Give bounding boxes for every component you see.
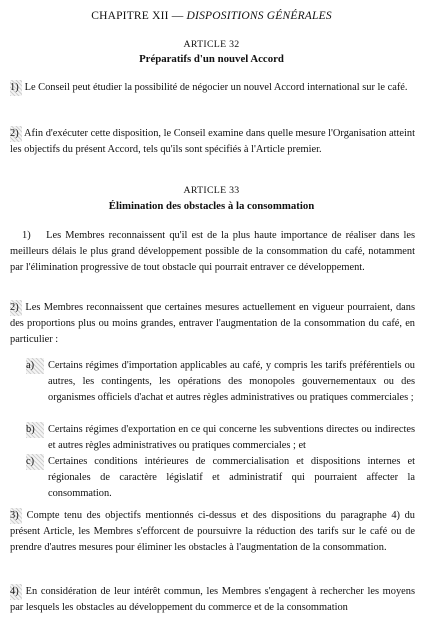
- list-item-text: Certains régimes d'exportation en ce qui concerne les subventions directes ou indirectes et autres règles administratives ou pratiques commerciales ; et: [48, 424, 415, 451]
- paragraph-text: Compte tenu des objectifs mentionnés ci-dessus et des dispositions du paragraphe 4) du présent Article, les Membres s'efforcent de poursuivre la réduction des tarifs sur le café ou de prendre d'autres mesures pour éliminer les obstacles à l'augmentation de la consommation.: [10, 510, 415, 553]
- paragraph-text: Les Membres reconnaissent qu'il est de la plus haute importance de réaliser dans les meilleurs délais le plus grand développement possible de la consommation du café, notamment par l'élimination progressive de tout obstacle qui pourrait entraver ce développement.: [10, 230, 415, 273]
- paragraph-text: En considération de leur intérêt commun, les Membres s'engagent à rechercher les moyens par lesquels les obstacles au développement du commerce et de la consommation: [10, 586, 415, 613]
- paragraph-number: 2): [10, 126, 22, 142]
- paragraph-number: 3): [10, 508, 22, 524]
- chapter-heading: [0, 8, 423, 24]
- article-32-paragraph-1: [10, 80, 415, 96]
- paragraph-number: 2): [10, 300, 22, 316]
- article-33-paragraph-1: [10, 228, 415, 276]
- paragraph-number: 1): [22, 230, 31, 241]
- paragraph-text: Les Membres reconnaissent que certaines mesures actuellement en vigueur pourraient, dans des proportions plus ou moins grandes, entraver l'augmentation de la consommation du café, en particulier :: [10, 302, 415, 345]
- article-33-paragraph-2: [10, 300, 415, 348]
- paragraph-number: 1): [10, 80, 22, 96]
- article-33-title: Élimination des obstacles à la consommation: [108, 200, 315, 212]
- list-item-letter: b): [26, 422, 44, 438]
- article-33-paragraph-3: [10, 508, 415, 556]
- list-item-letter: a): [26, 358, 44, 374]
- paragraph-text: Afin d'exécuter cette disposition, le Conseil examine dans quelle mesure l'Organisation atteint les objectifs du présent Accord, tels qu'ils sont spécifiés à l'Article premier.: [10, 128, 415, 155]
- chapter-title: DISPOSITIONS GÉNÉRALES: [186, 10, 332, 22]
- paragraph-number: 4): [10, 584, 22, 600]
- list-item-text: Certains régimes d'importation applicables au café, y compris les tarifs préférentiels ou autres, les contingents, les opérations des monopoles gouvernementaux ou des organismes officiels d'achat et autres règles administratives ou pratiques commerciales ;: [48, 360, 415, 403]
- list-item-b: [26, 422, 415, 454]
- article-32-number: ARTICLE 32: [183, 39, 240, 50]
- article-32-paragraph-2: [10, 126, 415, 158]
- article-32-title: Préparatifs d'un nouvel Accord: [139, 53, 284, 65]
- article-33-paragraph-4: [10, 584, 415, 616]
- article-33-number: ARTICLE 33: [183, 185, 240, 196]
- list-item-text: Certaines conditions intérieures de commercialisation et dispositions internes et régionales de caractère législatif et administratif qui pourraient affecter la consommation.: [48, 456, 415, 499]
- chapter-prefix: CHAPITRE XII —: [91, 10, 184, 22]
- list-item-a: [26, 358, 415, 406]
- list-item-letter: c): [26, 454, 44, 470]
- paragraph-text: Le Conseil peut étudier la possibilité de négocier un nouvel Accord international sur le café.: [24, 82, 408, 93]
- list-item-c: [26, 454, 415, 502]
